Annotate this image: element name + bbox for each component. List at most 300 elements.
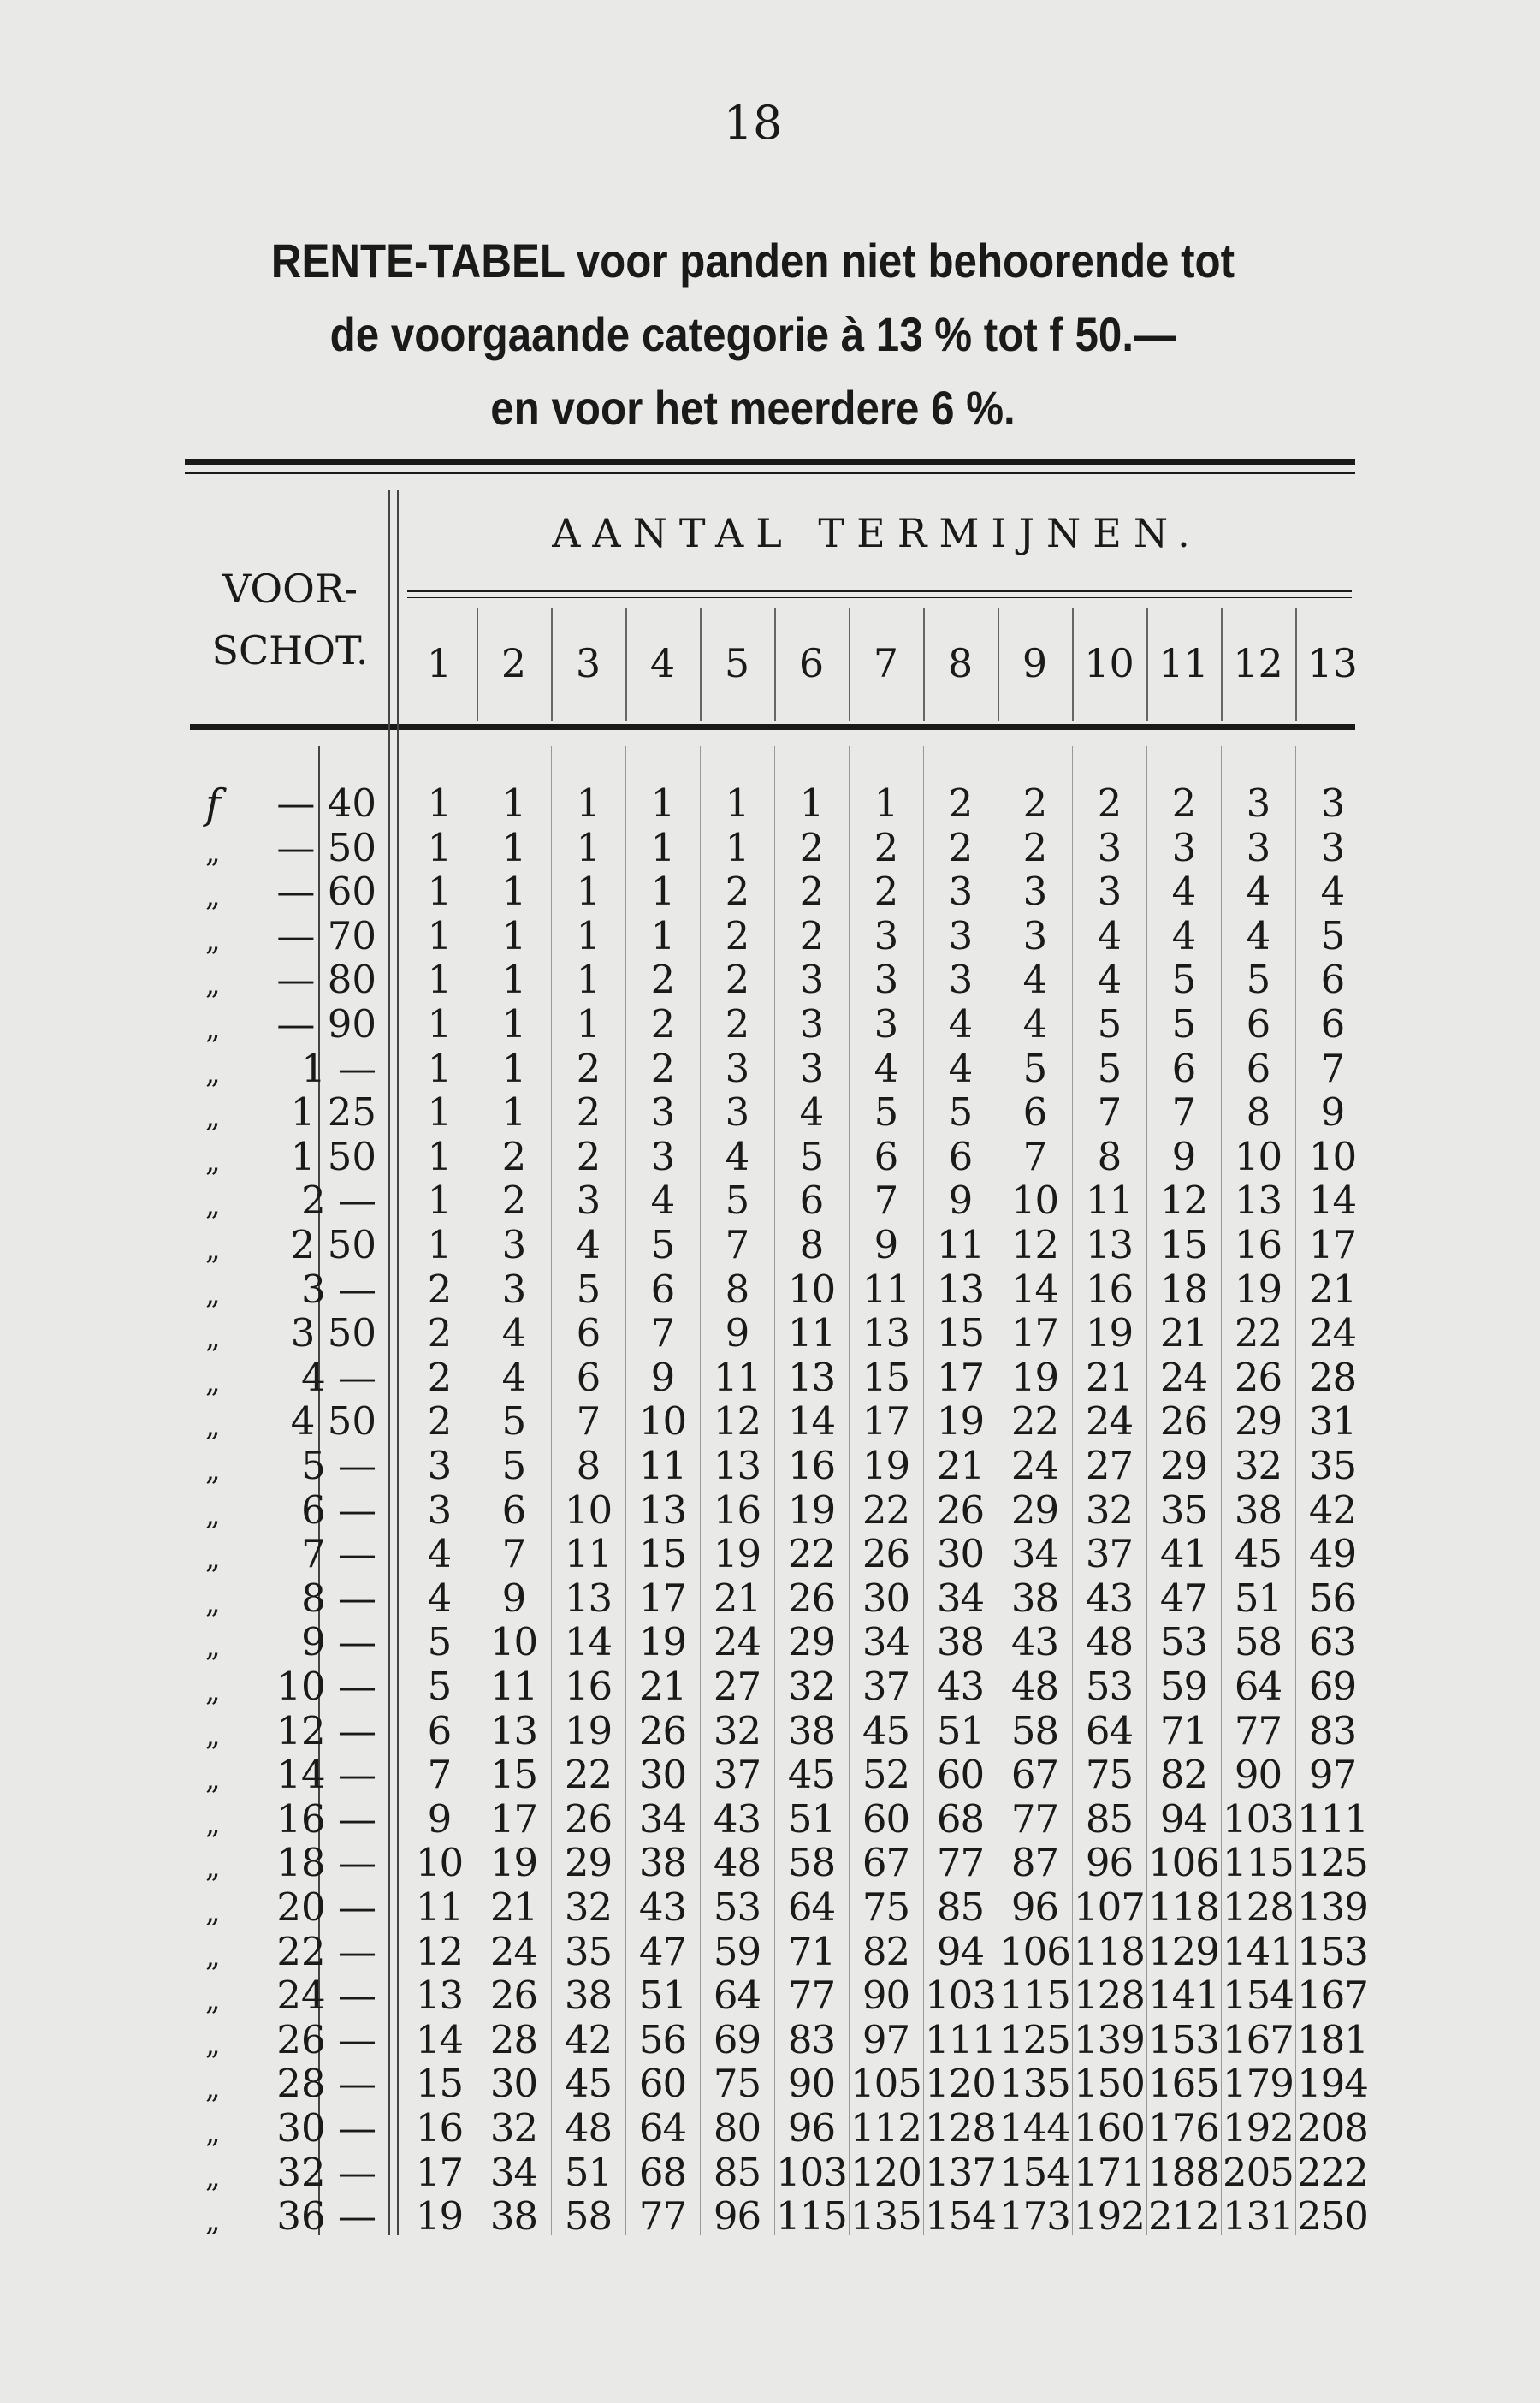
row-prefix: „ bbox=[205, 1585, 221, 1620]
table-cell: 82 bbox=[1159, 1752, 1208, 1798]
table-cell: 1 bbox=[501, 1001, 526, 1047]
table-cell: 60 bbox=[936, 1752, 985, 1798]
table-cell: 17 bbox=[936, 1354, 985, 1400]
table-cell: 9 bbox=[1171, 1133, 1196, 1179]
table-cell: 37 bbox=[862, 1664, 910, 1709]
table-cell: 173 bbox=[999, 2193, 1070, 2240]
table-cell: 194 bbox=[1297, 2061, 1368, 2107]
table-cell: 103 bbox=[776, 2149, 847, 2195]
table-cell: 7 bbox=[427, 1752, 452, 1798]
table-cell: 106 bbox=[999, 1928, 1070, 1974]
table-cell: 83 bbox=[787, 2016, 836, 2062]
table-cell: 19 bbox=[1010, 1354, 1059, 1400]
row-amount: 30 — bbox=[276, 2105, 376, 2151]
row-amount: — 90 bbox=[276, 1001, 376, 1047]
table-cell: 13 bbox=[1085, 1222, 1134, 1267]
table-cell: 9 bbox=[501, 1575, 526, 1621]
table-cell: 2 bbox=[427, 1310, 452, 1356]
table-cell: 160 bbox=[1074, 2105, 1145, 2151]
table-cell: 47 bbox=[1159, 1575, 1208, 1621]
table-cell: 43 bbox=[1010, 1619, 1059, 1665]
table-cell: 42 bbox=[1308, 1486, 1357, 1533]
table-cell: 8 bbox=[725, 1266, 749, 1312]
table-cell: 19 bbox=[489, 1840, 538, 1886]
table-cell: 3 bbox=[650, 1089, 675, 1136]
table-cell: 7 bbox=[576, 1398, 601, 1445]
row-amount: — 70 bbox=[276, 912, 376, 958]
table-cell: 38 bbox=[1234, 1486, 1282, 1533]
table-cell: 2 bbox=[874, 869, 898, 915]
table-cell: 16 bbox=[1234, 1222, 1282, 1267]
table-cell: 19 bbox=[713, 1531, 761, 1577]
row-prefix: f bbox=[205, 780, 221, 828]
table-cell: 112 bbox=[850, 2105, 921, 2151]
table-cell: 3 bbox=[725, 1045, 749, 1091]
table-cell: 13 bbox=[415, 1973, 464, 2019]
table-cell: 16 bbox=[713, 1486, 761, 1533]
table-cell: 52 bbox=[862, 1752, 910, 1798]
row-prefix: „ bbox=[205, 1762, 221, 1797]
table-cell: 6 bbox=[501, 1486, 526, 1533]
table-cell: 96 bbox=[1085, 1840, 1134, 1886]
row-prefix: „ bbox=[205, 1895, 221, 1929]
table-cell: 3 bbox=[501, 1222, 526, 1267]
table-cell: 153 bbox=[1148, 2016, 1219, 2062]
table-cell: 51 bbox=[787, 1795, 836, 1842]
row-amount: — 80 bbox=[276, 957, 376, 1003]
table-cell: 42 bbox=[564, 2016, 613, 2062]
table-cell: 35 bbox=[1159, 1486, 1208, 1533]
table-cell: 13 bbox=[489, 1707, 538, 1753]
table-cell: 9 bbox=[874, 1222, 898, 1267]
table-cell: 37 bbox=[713, 1752, 761, 1798]
row-amount: 12 — bbox=[276, 1707, 376, 1753]
table-cell: 43 bbox=[936, 1664, 985, 1709]
table-cell: 32 bbox=[1085, 1486, 1134, 1533]
table-cell: 250 bbox=[1297, 2193, 1368, 2240]
table-cell: 26 bbox=[936, 1486, 985, 1533]
voorschot-header-line-1: VOOR- bbox=[222, 566, 358, 612]
table-cell: 75 bbox=[713, 2061, 761, 2107]
table-cell: 32 bbox=[489, 2105, 538, 2151]
table-cell: 128 bbox=[1223, 1884, 1294, 1930]
table-cell: 1 bbox=[427, 824, 452, 870]
table-cell: 34 bbox=[489, 2149, 538, 2195]
row-prefix: „ bbox=[205, 2026, 221, 2062]
table-cell: 32 bbox=[1234, 1443, 1282, 1488]
table-cell: 3 bbox=[799, 1001, 824, 1047]
table-cell: 11 bbox=[936, 1222, 985, 1267]
table-cell: 3 bbox=[1022, 869, 1047, 915]
table-cell: 5 bbox=[1022, 1045, 1047, 1091]
table-cell: 58 bbox=[1010, 1707, 1059, 1753]
top-rule bbox=[185, 459, 1355, 465]
row-amount: 1 50 bbox=[290, 1133, 376, 1179]
table-cell: 7 bbox=[1171, 1089, 1196, 1136]
table-cell: 11 bbox=[787, 1310, 836, 1356]
row-prefix: „ bbox=[205, 967, 221, 1002]
table-cell: 13 bbox=[564, 1575, 613, 1621]
table-cell: 4 bbox=[427, 1531, 452, 1577]
table-cell: 7 bbox=[1320, 1045, 1345, 1091]
table-cell: 6 bbox=[1320, 957, 1345, 1003]
voorschot-divider-2 bbox=[397, 490, 399, 2235]
table-cell: 85 bbox=[1085, 1795, 1134, 1842]
table-cell: 28 bbox=[1308, 1354, 1357, 1400]
table-cell: 7 bbox=[1022, 1133, 1047, 1179]
table-cell: 8 bbox=[576, 1443, 601, 1488]
table-cell: 14 bbox=[1308, 1178, 1357, 1224]
column-number: 11 bbox=[1158, 640, 1209, 686]
table-cell: 5 bbox=[874, 1089, 898, 1136]
table-cell: 15 bbox=[936, 1310, 985, 1356]
row-amount: 5 — bbox=[301, 1443, 376, 1488]
table-cell: 59 bbox=[713, 1928, 761, 1974]
table-cell: 14 bbox=[564, 1619, 613, 1665]
table-cell: 115 bbox=[1223, 1840, 1294, 1886]
table-cell: 192 bbox=[1074, 2193, 1145, 2240]
table-cell: 135 bbox=[850, 2193, 921, 2240]
row-prefix: „ bbox=[205, 1012, 221, 1046]
table-cell: 22 bbox=[564, 1752, 613, 1798]
table-cell: 27 bbox=[1085, 1443, 1134, 1488]
table-cell: 56 bbox=[638, 2016, 687, 2062]
table-cell: 181 bbox=[1297, 2016, 1368, 2062]
table-cell: 222 bbox=[1297, 2149, 1368, 2195]
table-cell: 14 bbox=[1010, 1266, 1059, 1312]
table-cell: 49 bbox=[1308, 1531, 1357, 1577]
row-prefix: „ bbox=[205, 2115, 221, 2150]
row-prefix: „ bbox=[205, 1497, 221, 1532]
table-cell: 64 bbox=[713, 1973, 761, 2019]
table-cell: 32 bbox=[713, 1707, 761, 1753]
table-cell: 94 bbox=[1159, 1795, 1208, 1842]
table-cell: 11 bbox=[862, 1266, 910, 1312]
table-cell: 24 bbox=[1308, 1310, 1357, 1356]
table-cell: 21 bbox=[1085, 1354, 1134, 1400]
table-cell: 115 bbox=[776, 2193, 847, 2240]
table-cell: 4 bbox=[427, 1575, 452, 1621]
table-cell: 4 bbox=[948, 1001, 973, 1047]
table-cell: 15 bbox=[638, 1531, 687, 1577]
table-cell: 4 bbox=[874, 1045, 898, 1091]
table-cell: 1 bbox=[427, 1222, 452, 1267]
table-cell: 111 bbox=[925, 2016, 996, 2062]
table-cell: 6 bbox=[650, 1266, 675, 1312]
table-cell: 2 bbox=[576, 1089, 601, 1136]
table-cell: 3 bbox=[948, 912, 973, 958]
table-cell: 1 bbox=[576, 957, 601, 1003]
table-cell: 97 bbox=[862, 2016, 910, 2062]
table-cell: 7 bbox=[725, 1222, 749, 1267]
body-rule bbox=[190, 724, 1355, 730]
table-cell: 141 bbox=[1223, 1928, 1294, 1974]
table-cell: 51 bbox=[936, 1707, 985, 1753]
table-cell: 106 bbox=[1148, 1840, 1219, 1886]
table-cell: 51 bbox=[564, 2149, 613, 2195]
row-amount: 6 — bbox=[301, 1486, 376, 1533]
table-cell: 12 bbox=[1159, 1178, 1208, 1224]
table-cell: 1 bbox=[725, 780, 749, 826]
table-cell: 105 bbox=[850, 2061, 921, 2107]
table-cell: 3 bbox=[1320, 824, 1345, 870]
table-cell: 2 bbox=[576, 1133, 601, 1179]
row-amount: 2 — bbox=[301, 1178, 376, 1224]
column-number: 2 bbox=[500, 640, 527, 686]
row-prefix: „ bbox=[205, 1983, 221, 2018]
table-cell: 1 bbox=[427, 780, 452, 826]
table-cell: 15 bbox=[862, 1354, 910, 1400]
table-cell: 30 bbox=[489, 2061, 538, 2107]
table-cell: 137 bbox=[925, 2149, 996, 2195]
table-cell: 2 bbox=[948, 780, 973, 826]
table-cell: 64 bbox=[1085, 1707, 1134, 1753]
table-cell: 41 bbox=[1159, 1531, 1208, 1577]
table-cell: 9 bbox=[1320, 1089, 1345, 1136]
table-cell: 22 bbox=[1234, 1310, 1282, 1356]
table-cell: 15 bbox=[489, 1752, 538, 1798]
table-cell: 68 bbox=[638, 2149, 687, 2195]
table-cell: 205 bbox=[1223, 2149, 1294, 2195]
table-cell: 21 bbox=[936, 1443, 985, 1488]
table-cell: 28 bbox=[489, 2016, 538, 2062]
table-cell: 59 bbox=[1159, 1664, 1208, 1709]
table-cell: 24 bbox=[1010, 1443, 1059, 1488]
table-cell: 51 bbox=[1234, 1575, 1282, 1621]
table-cell: 17 bbox=[1308, 1222, 1357, 1267]
table-cell: 15 bbox=[1159, 1222, 1208, 1267]
row-amount: 4 — bbox=[301, 1354, 376, 1400]
table-cell: 35 bbox=[564, 1928, 613, 1974]
table-cell: 1 bbox=[427, 957, 452, 1003]
table-cell: 3 bbox=[948, 869, 973, 915]
row-amount: — 60 bbox=[276, 869, 376, 915]
table-cell: 1 bbox=[650, 912, 675, 958]
row-amount: 3 — bbox=[301, 1266, 376, 1312]
table-cell: 1 bbox=[874, 780, 898, 826]
table-cell: 56 bbox=[1308, 1575, 1357, 1621]
table-cell: 21 bbox=[638, 1664, 687, 1709]
row-amount: 16 — bbox=[276, 1795, 376, 1842]
table-cell: 5 bbox=[1097, 1045, 1122, 1091]
table-cell: 6 bbox=[1022, 1089, 1047, 1136]
table-cell: 22 bbox=[1010, 1398, 1059, 1445]
table-cell: 16 bbox=[564, 1664, 613, 1709]
table-cell: 120 bbox=[925, 2061, 996, 2107]
table-cell: 1 bbox=[501, 957, 526, 1003]
row-amount: 20 — bbox=[276, 1884, 376, 1930]
table-cell: 64 bbox=[638, 2105, 687, 2151]
table-cell: 38 bbox=[489, 2193, 538, 2240]
table-cell: 48 bbox=[1010, 1664, 1059, 1709]
table-cell: 19 bbox=[415, 2193, 464, 2240]
row-amount: 18 — bbox=[276, 1840, 376, 1886]
table-cell: 58 bbox=[564, 2193, 613, 2240]
top-rule-thin bbox=[185, 472, 1355, 474]
table-cell: 96 bbox=[787, 2105, 836, 2151]
page-number: 18 bbox=[723, 96, 783, 150]
table-cell: 43 bbox=[713, 1795, 761, 1842]
row-prefix: „ bbox=[205, 1100, 221, 1135]
table-cell: 69 bbox=[1308, 1664, 1357, 1709]
column-number: 9 bbox=[1022, 640, 1048, 686]
table-cell: 2 bbox=[725, 1001, 749, 1047]
table-cell: 17 bbox=[489, 1795, 538, 1842]
table-cell: 19 bbox=[1234, 1266, 1282, 1312]
table-cell: 24 bbox=[1159, 1354, 1208, 1400]
table-cell: 26 bbox=[564, 1795, 613, 1842]
table-cell: 4 bbox=[501, 1354, 526, 1400]
table-cell: 9 bbox=[725, 1310, 749, 1356]
table-cell: 29 bbox=[1234, 1398, 1282, 1445]
row-amount: 2 50 bbox=[290, 1222, 376, 1267]
table-cell: 14 bbox=[415, 2016, 464, 2062]
table-cell: 26 bbox=[1159, 1398, 1208, 1445]
table-cell: 12 bbox=[415, 1928, 464, 1974]
table-cell: 87 bbox=[1010, 1840, 1059, 1886]
table-cell: 139 bbox=[1297, 1884, 1368, 1930]
table-cell: 5 bbox=[576, 1266, 601, 1312]
table-cell: 13 bbox=[638, 1486, 687, 1533]
table-cell: 4 bbox=[650, 1178, 675, 1224]
table-cell: 22 bbox=[787, 1531, 836, 1577]
row-prefix: „ bbox=[205, 1232, 221, 1267]
row-prefix: „ bbox=[205, 2071, 221, 2106]
table-cell: 1 bbox=[427, 869, 452, 915]
table-cell: 1 bbox=[725, 824, 749, 870]
table-cell: 2 bbox=[650, 1001, 675, 1047]
table-cell: 4 bbox=[1246, 912, 1270, 958]
table-cell: 4 bbox=[1171, 912, 1196, 958]
table-cell: 51 bbox=[638, 1973, 687, 2019]
row-amount: 36 — bbox=[276, 2193, 376, 2240]
table-cell: 10 bbox=[638, 1398, 687, 1445]
table-cell: 115 bbox=[999, 1973, 1070, 2019]
table-cell: 34 bbox=[936, 1575, 985, 1621]
column-number: 13 bbox=[1307, 640, 1358, 686]
header-rule bbox=[407, 590, 1352, 592]
table-cell: 21 bbox=[489, 1884, 538, 1930]
table-cell: 26 bbox=[489, 1973, 538, 2019]
table-cell: 1 bbox=[650, 780, 675, 826]
table-cell: 58 bbox=[787, 1840, 836, 1886]
row-prefix: „ bbox=[205, 923, 221, 958]
row-amount: 26 — bbox=[276, 2016, 376, 2062]
table-cell: 171 bbox=[1074, 2149, 1145, 2195]
table-cell: 3 bbox=[576, 1178, 601, 1224]
table-cell: 103 bbox=[1223, 1795, 1294, 1842]
table-cell: 1 bbox=[576, 780, 601, 826]
termijnen-header: AANTAL TERMIJNEN. bbox=[552, 510, 1202, 556]
table-cell: 10 bbox=[1010, 1178, 1059, 1224]
table-cell: 5 bbox=[799, 1133, 824, 1179]
table-cell: 129 bbox=[1148, 1928, 1219, 1974]
table-cell: 16 bbox=[787, 1443, 836, 1488]
table-cell: 38 bbox=[936, 1619, 985, 1665]
table-cell: 2 bbox=[1022, 824, 1047, 870]
table-cell: 1 bbox=[799, 780, 824, 826]
row-amount: 3 50 bbox=[290, 1310, 376, 1356]
table-cell: 8 bbox=[1246, 1089, 1270, 1136]
table-cell: 1 bbox=[576, 1001, 601, 1047]
table-cell: 75 bbox=[1085, 1752, 1134, 1798]
table-cell: 11 bbox=[713, 1354, 761, 1400]
table-cell: 6 bbox=[799, 1178, 824, 1224]
table-cell: 21 bbox=[1159, 1310, 1208, 1356]
table-cell: 5 bbox=[1171, 1001, 1196, 1047]
table-cell: 107 bbox=[1074, 1884, 1145, 1930]
table-cell: 167 bbox=[1297, 1973, 1368, 2019]
table-cell: 11 bbox=[638, 1443, 687, 1488]
table-cell: 8 bbox=[799, 1222, 824, 1267]
table-cell: 1 bbox=[501, 1045, 526, 1091]
table-cell: 7 bbox=[650, 1310, 675, 1356]
table-cell: 1 bbox=[501, 1089, 526, 1136]
row-prefix: „ bbox=[205, 1188, 221, 1223]
table-cell: 1 bbox=[427, 1178, 452, 1224]
table-cell: 3 bbox=[874, 1001, 898, 1047]
table-cell: 1 bbox=[576, 869, 601, 915]
table-cell: 11 bbox=[415, 1884, 464, 1930]
table-cell: 4 bbox=[1320, 869, 1345, 915]
table-cell: 71 bbox=[1159, 1707, 1208, 1753]
table-cell: 3 bbox=[1171, 824, 1196, 870]
column-number: 1 bbox=[426, 640, 453, 686]
row-amount: 22 — bbox=[276, 1928, 376, 1974]
table-cell: 128 bbox=[925, 2105, 996, 2151]
row-prefix: „ bbox=[205, 1364, 221, 1399]
table-cell: 13 bbox=[1234, 1178, 1282, 1224]
row-prefix: „ bbox=[205, 1409, 221, 1444]
table-cell: 10 bbox=[1234, 1133, 1282, 1179]
table-cell: 2 bbox=[576, 1045, 601, 1091]
table-cell: 6 bbox=[1171, 1045, 1196, 1091]
table-cell: 10 bbox=[489, 1619, 538, 1665]
table-cell: 45 bbox=[862, 1707, 910, 1753]
table-cell: 38 bbox=[1010, 1575, 1059, 1621]
row-prefix: „ bbox=[205, 1055, 221, 1090]
table-cell: 2 bbox=[948, 824, 973, 870]
row-amount: 1 25 bbox=[290, 1089, 376, 1136]
table-cell: 48 bbox=[713, 1840, 761, 1886]
table-cell: 16 bbox=[1085, 1266, 1134, 1312]
table-cell: 5 bbox=[1320, 912, 1345, 958]
row-amount: 7 — bbox=[301, 1531, 376, 1577]
table-cell: 64 bbox=[1234, 1664, 1282, 1709]
table-cell: 17 bbox=[415, 2149, 464, 2195]
table-cell: 2 bbox=[427, 1354, 452, 1400]
row-prefix: „ bbox=[205, 834, 221, 869]
table-cell: 80 bbox=[713, 2105, 761, 2151]
table-cell: 120 bbox=[850, 2149, 921, 2195]
table-cell: 24 bbox=[713, 1619, 761, 1665]
table-cell: 141 bbox=[1148, 1973, 1219, 2019]
table-cell: 24 bbox=[489, 1928, 538, 1974]
table-cell: 118 bbox=[1074, 1928, 1145, 1974]
table-cell: 1 bbox=[501, 912, 526, 958]
table-cell: 17 bbox=[638, 1575, 687, 1621]
table-cell: 13 bbox=[787, 1354, 836, 1400]
table-cell: 3 bbox=[948, 957, 973, 1003]
row-amount: 24 — bbox=[276, 1973, 376, 2019]
table-cell: 10 bbox=[564, 1486, 613, 1533]
table-cell: 4 bbox=[799, 1089, 824, 1136]
table-cell: 3 bbox=[1320, 780, 1345, 826]
table-cell: 26 bbox=[862, 1531, 910, 1577]
column-number: 8 bbox=[947, 640, 974, 686]
table-cell: 67 bbox=[1010, 1752, 1059, 1798]
row-prefix: „ bbox=[205, 1143, 221, 1178]
